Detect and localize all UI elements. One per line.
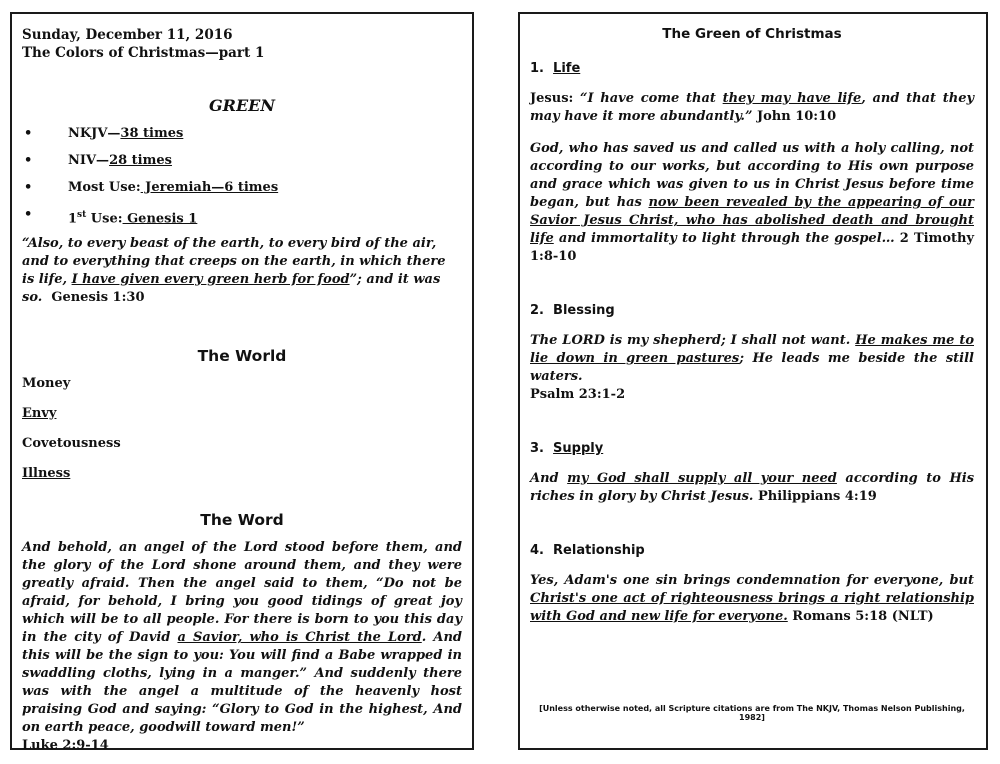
sermon-series: The Colors of Christmas—part 1 bbox=[22, 45, 265, 61]
list-item: Money bbox=[22, 376, 71, 391]
world-list bbox=[22, 375, 462, 495]
sermon-date: Sunday, December 11, 2016 bbox=[22, 27, 233, 43]
world-heading: The World bbox=[197, 347, 287, 365]
list-item: Covetousness bbox=[22, 436, 121, 451]
psalm-quote: The LORD is my shepherd; I shall not want. He makes me to lie down in green pastures; He leads me beside the still waters. Psalm 23:1-2 bbox=[530, 333, 974, 402]
stat-niv: • NIV—28 times bbox=[24, 153, 172, 168]
scripture-footnote: [Unless otherwise noted, all Scripture citations are from The NKJV, Thomas Nelson Publishing, 1982] bbox=[539, 704, 965, 722]
list-item: Illness bbox=[22, 466, 71, 481]
left-panel bbox=[10, 12, 474, 753]
luke-passage: And behold, an angel of the Lord stood before them, and the glory of the Lord shone around them, and they were greatly afraid. Then the angel said to them, “Do not be afraid, for behold, I bring you good tidings of great joy which will be to all people. For there is born to you this day in the city of David a Savior, who is Christ the Lord. And this will be the sign to you: You will find a Babe wrapped in swaddling cloths, lying in a manger.” And suddenly there was with the angel a multitude of the heavenly host praising God and saying: “Glory to God in the highest, And on earth peace, goodwill toward men!” bbox=[22, 540, 462, 735]
right-title: The Green of Christmas bbox=[662, 26, 842, 42]
romans-quote: Yes, Adam's one sin brings condemnation for everyone, but Christ's one act of righteousness brings a right relationship with God and new life for everyone. Romans 5:18 (NLT) bbox=[530, 573, 974, 624]
point-supply-title: 3. Supply bbox=[530, 441, 604, 456]
usage-stats bbox=[22, 125, 462, 233]
luke-reference: Luke 2:9-14 bbox=[22, 738, 109, 753]
stat-most-use: • Most Use: Jeremiah—6 times bbox=[24, 180, 279, 195]
right-panel bbox=[518, 12, 988, 750]
john-quote: Jesus: “I have come that they may have life, and that they may have it more abundantly.” John 10:10 bbox=[530, 91, 975, 124]
timothy-quote: God, who has saved us and called us with a holy calling, not according to our works, but according to His own purpose and grace which was given to us in Christ Jesus before time began, but has now been revealed by the appearing of our Savior Jesus Christ, who has abolished death and brought life and immortality to light through the gospel… 2 Timothy 1:8-10 bbox=[530, 141, 975, 264]
stat-nkjv: • NKJV—38 times bbox=[24, 126, 184, 141]
bullet-icon: • bbox=[24, 153, 33, 168]
point-relationship-title: 4. Relationship bbox=[530, 543, 645, 558]
stat-first-use: • 1st Use: Genesis 1 bbox=[24, 207, 198, 227]
philippians-quote: And my God shall supply all your need according to His riches in glory by Christ Jesus. Philippians 4:19 bbox=[530, 471, 975, 504]
green-heading: GREEN bbox=[209, 96, 275, 115]
bullet-icon: • bbox=[24, 126, 33, 141]
bullet-icon: • bbox=[24, 207, 33, 222]
genesis-quote: “Also, to every beast of the earth, to every bird of the air, and to everything that creeps on the earth, in which there is life, I have given every green herb for food”; and it was so. Genesis 1:30 bbox=[22, 236, 446, 305]
point-blessing-title: 2. Blessing bbox=[530, 303, 615, 318]
list-item: Envy bbox=[22, 406, 57, 421]
bullet-icon: • bbox=[24, 180, 33, 195]
word-heading: The Word bbox=[200, 511, 284, 529]
point-life-title: 1. Life bbox=[530, 61, 581, 76]
